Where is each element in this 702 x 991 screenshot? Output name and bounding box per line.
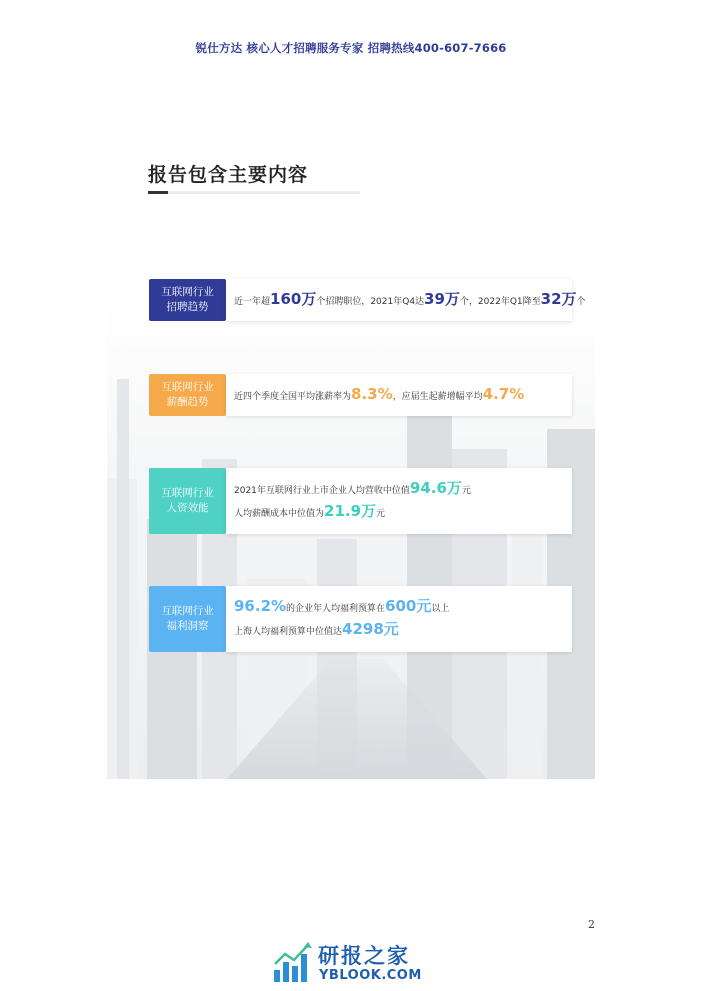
- page-number: 2: [588, 918, 595, 931]
- highlight-value: 600元: [385, 597, 432, 615]
- card-text: 近四个季度全国平均涨薪率为: [234, 391, 352, 402]
- card-text-line: [234, 596, 572, 619]
- tag-line: 互联网行业: [161, 605, 214, 617]
- yblook-logo: [272, 938, 442, 986]
- highlight-value: 21.9万: [324, 502, 377, 520]
- title-underline-accent: [148, 191, 168, 194]
- card-text: 个: [576, 296, 586, 307]
- section-title: 报告包含主要内容: [148, 164, 309, 186]
- highlight-value: 4298元: [342, 620, 399, 638]
- highlight-value: 32万: [540, 289, 577, 308]
- logo-english-text: YBLOOK.COM: [319, 968, 422, 983]
- highlight-value: 4.7%: [482, 384, 525, 403]
- card-text-line: [234, 501, 572, 524]
- tag-line: 招聘趋势: [166, 301, 209, 313]
- tag-line: 人资效能: [166, 502, 209, 514]
- card-salary: [226, 374, 572, 416]
- card-text: 个招聘职位，2021年Q4达: [316, 296, 425, 307]
- tag-line: 薪酬趋势: [166, 396, 209, 408]
- tag-welfare: [149, 586, 226, 652]
- content-row-welfare: [149, 586, 572, 638]
- card-text: 的企业年人均福利预算在: [286, 604, 386, 614]
- content-row-efficiency: [149, 468, 572, 520]
- highlight-value: 39万: [424, 289, 460, 308]
- card-text: 人均薪酬成本中位值为: [234, 509, 325, 519]
- tag-line: 福利洞察: [166, 620, 209, 632]
- page-header: 锐仕方达 核心人才招聘服务专家 招聘热线400-607-7666: [195, 41, 507, 55]
- card-text: 上海人均福利预算中位值达: [234, 627, 343, 637]
- card-recruitment: [226, 279, 586, 321]
- title-underline: [148, 191, 360, 194]
- card-text: ，应届生起薪增幅平均: [392, 391, 483, 402]
- highlight-value: 94.6万: [409, 479, 462, 497]
- tag-recruitment: [149, 279, 226, 321]
- logo-chinese-text: 研报之家: [318, 944, 410, 968]
- card-text-line: [234, 384, 572, 407]
- card-text-line: [234, 619, 572, 642]
- tag-line: 互联网行业: [161, 381, 214, 393]
- tag-line: 互联网行业: [161, 286, 214, 298]
- card-text: 近一年超: [234, 296, 271, 307]
- card-text-line: [234, 289, 586, 312]
- tag-efficiency: [149, 468, 226, 534]
- card-welfare: [226, 586, 572, 652]
- card-text-line: [234, 478, 572, 501]
- tag-line: 互联网行业: [161, 487, 214, 499]
- card-text: 以上: [431, 604, 450, 614]
- content-row-salary: [149, 374, 572, 416]
- content-row-recruitment: [149, 279, 586, 321]
- card-text: 个，2022年Q1降至: [459, 296, 541, 307]
- card-text: 元: [461, 486, 471, 496]
- card-efficiency: [226, 468, 572, 534]
- highlight-value: 160万: [270, 289, 317, 308]
- card-text: 2021年互联网行业上市企业人均营收中位值: [234, 486, 410, 496]
- tag-salary: [149, 374, 226, 416]
- bar-chart-logo-icon: [272, 942, 312, 984]
- highlight-value: 96.2%: [234, 597, 287, 615]
- highlight-value: 8.3%: [351, 384, 393, 403]
- card-text: 元: [376, 509, 386, 519]
